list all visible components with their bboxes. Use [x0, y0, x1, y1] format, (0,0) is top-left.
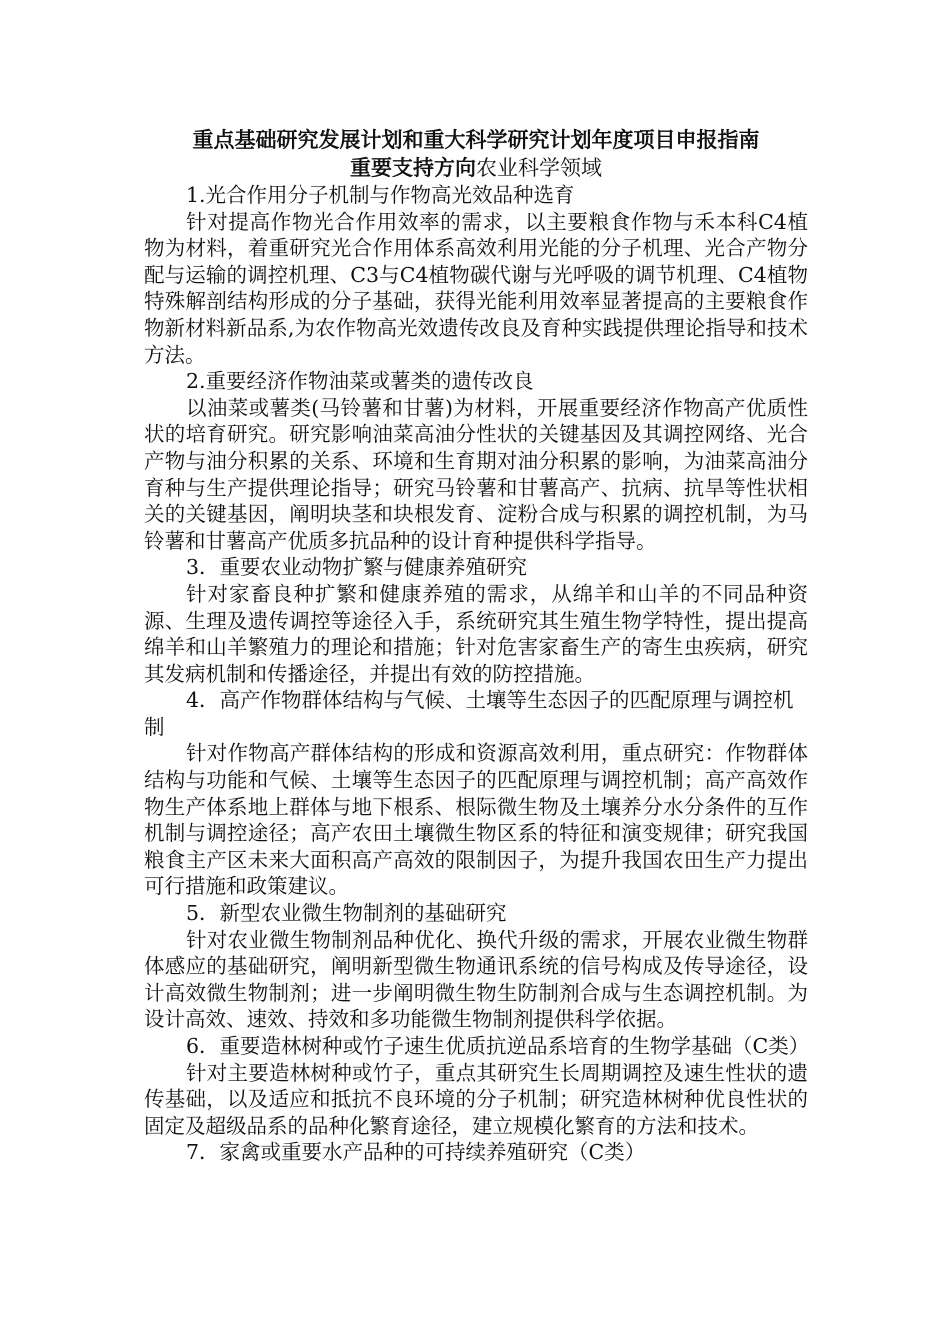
section-6-body: 针对主要造林树种或竹子，重点其研究生长周期调控及速生性状的遗传基础，以及适应和抵抗不良环境的分子机制；研究造林树种优良性状的固定及超级品系的品种化繁育途径，建立规模化繁育的方法和技术。 [144, 1060, 808, 1138]
section-3-heading: 3．重要农业动物扩繁与健康养殖研究 [186, 555, 528, 580]
title-line-1: 重点基础研究发展计划和重大科学研究计划年度项目申报指南 [192, 128, 760, 152]
section-7-heading: 7．家禽或重要水产品种的可持续养殖研究（C类） [186, 1140, 646, 1165]
section-2-body: 以油菜或薯类(马铃薯和甘薯)为材料，开展重要经济作物高产优质性状的培育研究。研究影响油菜高油分性状的关键基因及其调控网络、光合产物与油分积累的关系、环境和生育期对油分积累的影响，为油菜高油分育种与生产提供理论指导；研究马铃薯和甘薯高产、抗病、抗旱等性状相关的关键基因，阐明块茎和块根发育、淀粉合成与积累的调控机制，为马铃薯和甘薯高产优质多抗品种的设计育种提供科学指导。 [144, 395, 808, 553]
document-title [144, 126, 808, 182]
section-2-heading: 2.重要经济作物油菜或薯类的遗传改良 [186, 369, 534, 394]
title-support-direction: 重要支持方向 [350, 156, 476, 180]
section-6-heading: 6．重要造林树种或竹子速生优质抗逆品系培育的生物学基础（C类） [186, 1034, 810, 1058]
document-content [144, 126, 808, 1166]
section-3-body: 针对家畜良种扩繁和健康养殖的需求，从绵羊和山羊的不同品种资源、生理及遗传调控等途径入手，系统研究其生殖生物学特性，提出提高绵羊和山羊繁殖力的理论和措施；针对危害家畜生产的寄生虫疾病，研究其发病机制和传播途径，并提出有效的防控措施。 [144, 581, 808, 686]
section-5-heading: 5．新型农业微生物制剂的基础研究 [186, 901, 507, 926]
title-field-name: 农业科学领域 [476, 156, 602, 180]
section-5-body: 针对农业微生物制剂品种优化、换代升级的需求，开展农业微生物群体感应的基础研究，阐明新型微生物通讯系统的信号构成及传导途径，设计高效微生物制剂；进一步阐明微生物生防制剂合成与生态调控机制。为设计高效、速效、持效和多功能微生物制剂提供科学依据。 [144, 927, 808, 1032]
section-4-body: 针对作物高产群体结构的形成和资源高效利用，重点研究：作物群体结构与功能和气候、土壤等生态因子的匹配原理与调控机制；高产高效作物生产体系地上群体与地下根系、根际微生物及土壤养分水分条件的互作机制与调控途径；高产农田土壤微生物区系的特征和演变规律；研究我国粮食主产区未来大面积高产高效的限制因子，为提升我国农田生产力提出可行措施和政策建议。 [144, 741, 808, 899]
section-1-body: 针对提高作物光合作用效率的需求，以主要粮食作物与禾本科C4植物为材料，着重研究光合作用体系高效利用光能的分子机理、光合产物分配与运输的调控机理、C3与C4植物碳代谢与光呼吸的调节机理、C4植物特殊解剖结构形成的分子基础，获得光能利用效率显著提高的主要粮食作物新材料新品系,为农作物高光效遗传改良及育种实践提供理论指导和技术方法。 [144, 209, 808, 367]
section-4-heading: 4．高产作物群体结构与气候、土壤等生态因子的匹配原理与调控机制 [144, 688, 794, 739]
section-1-heading: 1.光合作用分子机制与作物高光效品种选育 [186, 183, 575, 207]
title-line-2 [144, 154, 808, 182]
